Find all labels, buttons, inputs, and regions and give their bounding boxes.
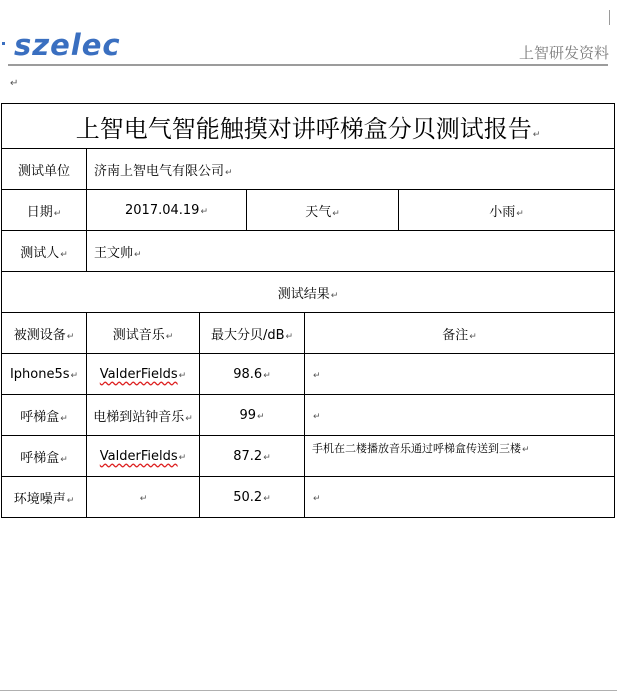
results-heading-cell (2, 272, 615, 313)
paragraph-mark: ↵ (330, 290, 339, 301)
tester-value: 王文帅 (94, 245, 134, 261)
device-name: Iphone5s (9, 366, 70, 382)
paragraph-mark: ↵ (60, 249, 68, 260)
column-header-device (2, 313, 87, 354)
db-cell (200, 395, 305, 436)
paragraph-mark: ↵ (332, 208, 340, 219)
table-row (2, 477, 615, 518)
paragraph-mark: ↵ (263, 370, 271, 381)
db-value: 99 (239, 407, 256, 423)
paragraph-mark: ↵ (139, 493, 148, 504)
table-row (2, 354, 615, 395)
paragraph-mark: ↵ (60, 454, 68, 465)
tester-value-cell (87, 231, 615, 272)
report-title-cell (2, 104, 615, 149)
paragraph-mark: ↵ (134, 249, 142, 260)
corner-crop-mark (609, 10, 610, 25)
music-name: ValderFields (99, 448, 178, 464)
paragraph-mark: ↵ (257, 411, 265, 422)
note-cell (305, 436, 615, 477)
column-header-label: 测试音乐 (112, 327, 165, 343)
music-cell (87, 395, 200, 436)
device-name: 呼梯盒 (20, 450, 60, 466)
note-cell (305, 395, 615, 436)
paragraph-mark: ↵ (165, 331, 174, 342)
weather-label-cell (247, 190, 399, 231)
music-name: 电梯到站钟音乐 (93, 409, 185, 425)
results-heading: 测试结果 (277, 286, 330, 302)
note-cell (305, 354, 615, 395)
db-cell (200, 477, 305, 518)
report-table (1, 103, 615, 518)
db-cell (200, 354, 305, 395)
date-value: 2017.04.19 (125, 202, 200, 218)
note-cell (305, 477, 615, 518)
company-logo: szelec (14, 28, 121, 62)
db-value: 50.2 (233, 489, 263, 505)
logo-dot (2, 42, 5, 45)
paragraph-mark: ↵ (313, 370, 321, 381)
date-value-cell (87, 190, 247, 231)
paragraph-mark: ↵ (313, 411, 321, 422)
date-label-cell (2, 190, 87, 231)
date-label: 日期 (26, 204, 53, 220)
paragraph-mark: ↵ (532, 129, 541, 140)
paragraph-mark: ↵ (178, 370, 187, 381)
note-text: 手机在二楼播放音乐通过呼梯盒传送到三楼 (312, 442, 521, 455)
db-value: 98.6 (233, 366, 263, 382)
table-row (2, 395, 615, 436)
tester-label-cell (2, 231, 87, 272)
tester-label: 测试人 (20, 245, 60, 261)
paragraph-mark: ↵ (522, 445, 530, 455)
device-cell (2, 477, 87, 518)
db-cell (200, 436, 305, 477)
weather-value-cell (399, 190, 615, 231)
paragraph-mark: ↵ (469, 331, 477, 342)
column-header-note (305, 313, 615, 354)
music-cell (87, 477, 200, 518)
unit-label-cell (2, 149, 87, 190)
db-value: 87.2 (233, 448, 263, 464)
column-header-label: 最大分贝/dB (210, 327, 285, 343)
device-cell (2, 395, 87, 436)
brand-subtitle: 上智研发资料 (518, 44, 609, 62)
weather-label: 天气 (305, 204, 332, 220)
column-header-music (87, 313, 200, 354)
column-header-max-db (200, 313, 305, 354)
paragraph-mark: ↵ (10, 78, 19, 89)
paragraph-mark: ↵ (178, 452, 187, 463)
report-title: 上智电气智能触摸对讲呼梯盒分贝测试报告 (75, 114, 532, 143)
paragraph-mark: ↵ (53, 208, 62, 219)
device-cell (2, 354, 87, 395)
device-name: 呼梯盒 (20, 409, 60, 425)
unit-value-cell (87, 149, 615, 190)
music-cell (87, 436, 200, 477)
paragraph-mark: ↵ (285, 331, 294, 342)
music-name: ValderFields (99, 366, 178, 382)
paragraph-mark: ↵ (263, 452, 271, 463)
unit-label: 测试单位 (17, 163, 70, 179)
paragraph-mark: ↵ (66, 495, 75, 506)
table-row (2, 436, 615, 477)
paragraph-mark: ↵ (70, 370, 79, 381)
paragraph-mark: ↵ (516, 208, 524, 219)
paragraph-mark: ↵ (60, 413, 68, 424)
unit-value: 济南上智电气有限公司 (94, 163, 225, 179)
paragraph-mark: ↵ (263, 493, 271, 504)
device-cell (2, 436, 87, 477)
header-rule (8, 64, 608, 66)
device-name: 环境噪声 (13, 491, 66, 507)
paragraph-mark: ↵ (313, 493, 321, 504)
page-bottom-rule (0, 690, 617, 691)
paragraph-mark: ↵ (66, 331, 75, 342)
paragraph-mark: ↵ (185, 413, 193, 424)
paragraph-mark: ↵ (200, 206, 208, 217)
music-cell (87, 354, 200, 395)
paragraph-mark: ↵ (225, 167, 233, 178)
column-header-label: 被测设备 (13, 327, 66, 343)
column-header-label: 备注 (442, 327, 469, 343)
weather-value: 小雨 (489, 204, 516, 220)
